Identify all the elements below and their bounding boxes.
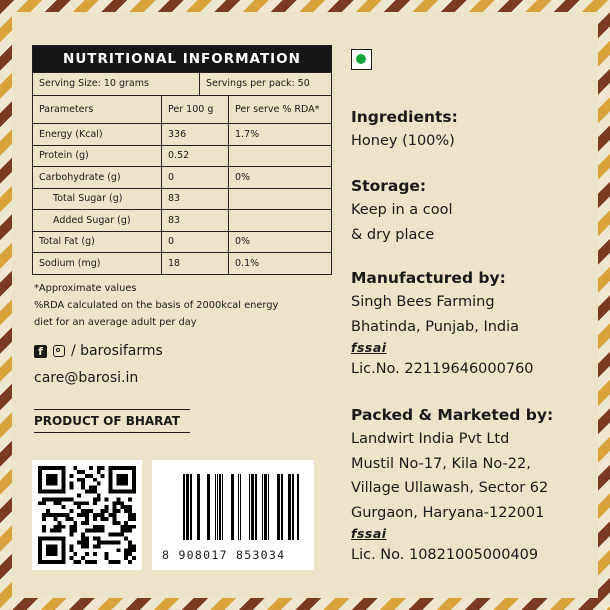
barcode [152,460,314,570]
row-per100: 0 [162,167,229,189]
header-rda: Per serve % RDA* [229,96,332,124]
row-rda: 1.7% [229,124,332,146]
row-per100: 18 [162,253,229,274]
packer-line4: Gurgaon, Haryana-122001 [351,504,545,521]
contact-email: care@barosi.in [34,370,139,386]
packer-heading: Packed & Marketed by: [351,406,554,424]
fssai-logo: fssai [351,340,387,355]
table-row [33,231,331,253]
row-per100: 83 [162,188,229,210]
serving-size: Serving Size: 10 grams [33,73,200,95]
serving-row [33,72,331,95]
row-rda: 0% [229,231,332,253]
row-name: Added Sugar (g) [33,210,162,232]
barcode-number: 8 908017 853034 [162,548,286,562]
row-rda [229,210,332,232]
row-name: Energy (Kcal) [33,124,162,146]
veg-mark-icon [351,49,372,70]
qr-code-image [38,466,136,564]
nutrition-notes [34,280,334,331]
instagram-icon [53,345,65,357]
row-name: Total Fat (g) [33,231,162,253]
storage-heading: Storage: [351,177,427,195]
approx-note: *Approximate values [34,283,137,294]
row-name: Protein (g) [33,145,162,167]
row-per100: 336 [162,124,229,146]
nutrition-title: NUTRITIONAL INFORMATION [33,46,331,72]
header-parameters: Parameters [33,96,162,124]
ingredients-section [351,105,458,154]
row-name: Sodium (mg) [33,253,162,274]
label-panel [12,12,598,598]
ingredients-heading: Ingredients: [351,108,458,126]
fssai-logo: fssai [351,526,387,541]
nutrition-grid [33,95,331,274]
manufacturer-license: Lic.No. 22119646000760 [351,361,534,377]
nutrition-table [32,45,332,275]
social-handle: / barosifarms [71,343,163,359]
social-links [34,343,163,359]
row-per100: 0.52 [162,145,229,167]
packer-line2: Mustil No-17, Kila No-22, [351,455,531,472]
row-rda: 0% [229,167,332,189]
row-name: Total Sugar (g) [33,188,162,210]
table-row [33,167,331,189]
row-rda [229,188,332,210]
packer-line1: Landwirt India Pvt Ltd [351,431,510,447]
rda-note-line2: diet for an average adult per day [34,317,197,328]
row-name: Carbohydrate (g) [33,167,162,189]
table-row [33,124,331,146]
storage-section [351,174,453,247]
barcode-image [152,460,314,550]
row-per100: 83 [162,210,229,232]
table-row [33,253,331,274]
packer-license: Lic. No. 10821005000409 [351,547,539,563]
packer-section [351,403,553,568]
row-rda: 0.1% [229,253,332,274]
product-of-badge: PRODUCT OF BHARAT [34,409,190,433]
manufacturer-section [351,266,534,382]
facebook-icon: f [34,345,47,358]
manufacturer-line2: Bhatinda, Punjab, India [351,318,520,335]
table-row [33,210,331,232]
qr-code [32,460,142,570]
storage-line1: Keep in a cool [351,202,453,218]
rda-note-line1: %RDA calculated on the basis of 2000kcal energy [34,300,279,311]
servings-per-pack: Servings per pack: 50 [206,78,310,89]
storage-line2: & dry place [351,226,435,243]
manufacturer-line1: Singh Bees Farming [351,294,495,310]
table-row [33,145,331,167]
manufacturer-heading: Manufactured by: [351,269,506,287]
row-per100: 0 [162,231,229,253]
ingredients-text: Honey (100%) [351,133,455,149]
packer-line3: Village Ullawash, Sector 62 [351,480,549,496]
table-header-row [33,96,331,124]
header-per100: Per 100 g [162,96,229,124]
table-row [33,188,331,210]
row-rda [229,145,332,167]
